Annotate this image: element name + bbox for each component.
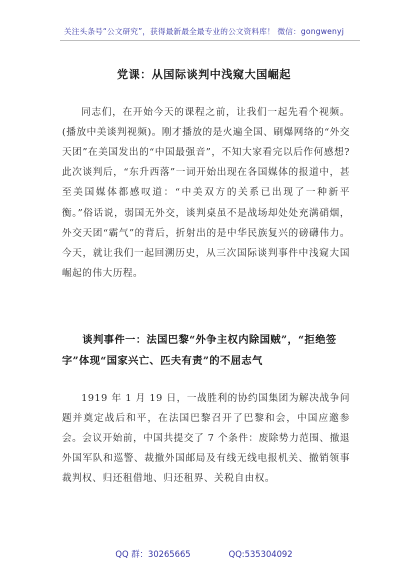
- section-heading-event-one: 谈判事件一：法国巴黎“外争主权内除国贼”，“拒绝签字”体现“国家兴亡、匹夫有责”的不屈志气: [62, 334, 337, 367]
- body-paragraph-intro: 同志们，在开始今天的课程之前，让我们一起先看个视频。(播放中美谈判视频)。刚才播放的是火遍全国、刷爆网络的“外交天团”在美国发出的“中国最强音”，不知大家看完以后作何感想?此次谈判后，“东升西落”一词开始出现在各国媒体的报道中，甚至美国媒体都感叹道：“中美双方的关系已出现了一种新平衡。”俗话说，弱国无外交，谈判桌虽不是战场却处处充满硝烟，外交天团“霸气”的背后，折射出的是中华民族复兴的磅礴伟力。今天，就让我们一起回溯历史，从三次国际谈判事件中浅窥大国崛起的伟大历程。: [62, 106, 350, 280]
- header-divider: [60, 40, 360, 41]
- footer-contact: [0, 548, 408, 560]
- document-title: 党课：从国际谈判中浅窥大国崛起: [117, 68, 291, 81]
- body-paragraph-paris: 1919 年 1 月 19 日，一战胜利的协约国集团为解决战争问题并奠定战后和平，在法国巴黎召开了巴黎和会，中国应邀参会。会议开始前，中国共提交了 7 个条件：废除势力范围、撤退外国军队和巡警、裁撤外国邮局及有线无线电报机关、撤销领事裁判权、归还租借地、归还租界、关税自由权。: [62, 392, 350, 485]
- header-promo-note: 关注头条号“公文研究”，获得最新最全最专业的公文资料库！ 微信：gongwenyj: [63, 27, 345, 36]
- footer-qq: QQ:535304092: [228, 549, 293, 559]
- footer-qq-group: QQ 群：30265665: [115, 549, 191, 559]
